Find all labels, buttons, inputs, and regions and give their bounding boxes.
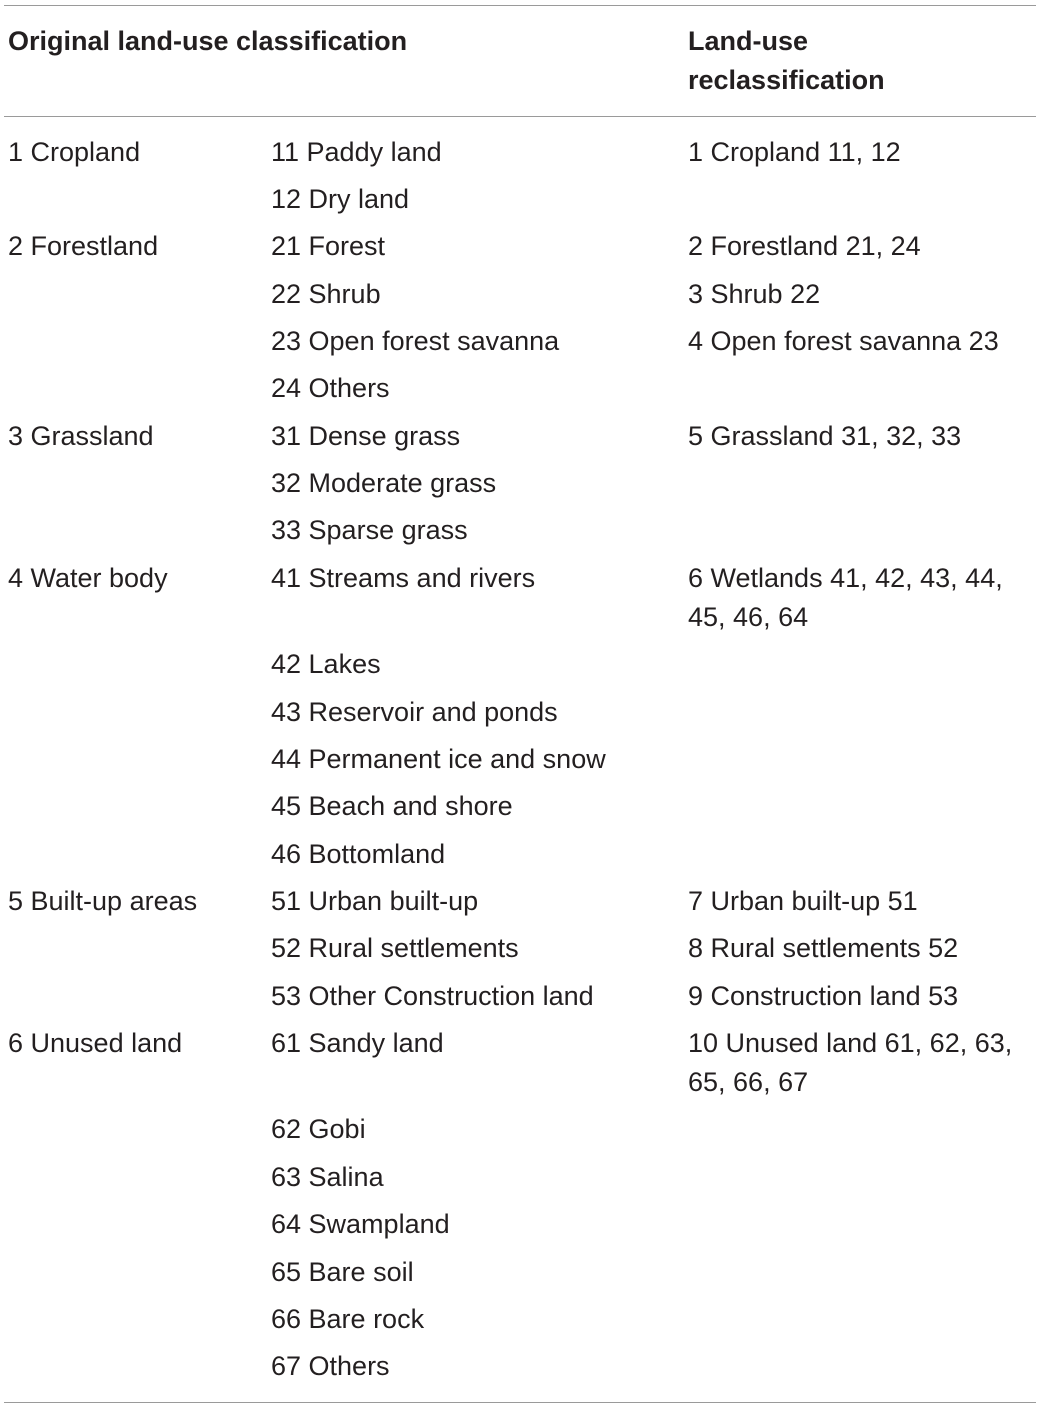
sub-class-cell: 43 Reservoir and ponds [271,697,558,727]
reclass-cell: 1 Cropland 11, 12 [688,137,901,167]
reclass-cell: 6 Wetlands 41, 42, 43, 44, [688,563,1003,593]
header-original-classification: Original land-use classification [8,26,408,56]
sub-class-cell: 62 Gobi [271,1114,366,1144]
main-class-cell: 2 Forestland [8,231,159,261]
sub-class-cell: 51 Urban built-up [271,886,479,916]
reclass-cell: 9 Construction land 53 [688,981,959,1011]
sub-class-cell: 33 Sparse grass [271,515,468,545]
sub-class-cell: 63 Salina [271,1162,384,1192]
sub-class-cell: 45 Beach and shore [271,791,513,821]
sub-class-cell: 21 Forest [271,231,386,261]
reclass-cell: 4 Open forest savanna 23 [688,326,999,356]
sub-class-cell: 22 Shrub [271,279,381,309]
sub-class-cell: 64 Swampland [271,1209,450,1239]
main-class-cell: 4 Water body [8,563,168,593]
reclass-cell: 8 Rural settlements 52 [688,933,959,963]
sub-class-cell: 24 Others [271,373,390,403]
sub-class-cell: 52 Rural settlements [271,933,519,963]
sub-class-cell: 32 Moderate grass [271,468,497,498]
sub-class-cell: 42 Lakes [271,649,381,679]
sub-class-cell: 41 Streams and rivers [271,563,536,593]
sub-class-cell: 67 Others [271,1351,390,1381]
reclass-cell-continuation: 65, 66, 67 [688,1067,809,1097]
main-class-cell: 5 Built-up areas [8,886,198,916]
sub-class-cell: 44 Permanent ice and snow [271,744,606,774]
sub-class-cell: 12 Dry land [271,184,410,214]
sub-class-cell: 31 Dense grass [271,421,461,451]
reclass-cell: 3 Shrub 22 [688,279,821,309]
header-reclassification [688,22,885,100]
header-reclassification-line-1: Land-use [688,26,809,56]
sub-class-cell: 53 Other Construction land [271,981,594,1011]
sub-class-cell: 23 Open forest savanna [271,326,560,356]
reclass-cell-continuation: 45, 46, 64 [688,602,809,632]
sub-class-cell: 46 Bottomland [271,839,446,869]
sub-class-cell: 66 Bare rock [271,1304,425,1334]
main-class-cell: 1 Cropland [8,137,141,167]
table-bottom-rule [4,1402,1036,1403]
sub-class-cell: 11 Paddy land [271,137,442,167]
header-rule [4,116,1036,117]
reclass-cell: 10 Unused land 61, 62, 63, [688,1028,1013,1058]
main-class-cell: 3 Grassland [8,421,154,451]
reclass-cell: 5 Grassland 31, 32, 33 [688,421,962,451]
reclass-cell: 2 Forestland 21, 24 [688,231,921,261]
sub-class-cell: 65 Bare soil [271,1257,414,1287]
main-class-cell: 6 Unused land [8,1028,183,1058]
table-top-rule [4,5,1036,6]
sub-class-cell: 61 Sandy land [271,1028,444,1058]
header-reclassification-line-2: reclassification [688,65,885,95]
reclass-cell: 7 Urban built-up 51 [688,886,918,916]
